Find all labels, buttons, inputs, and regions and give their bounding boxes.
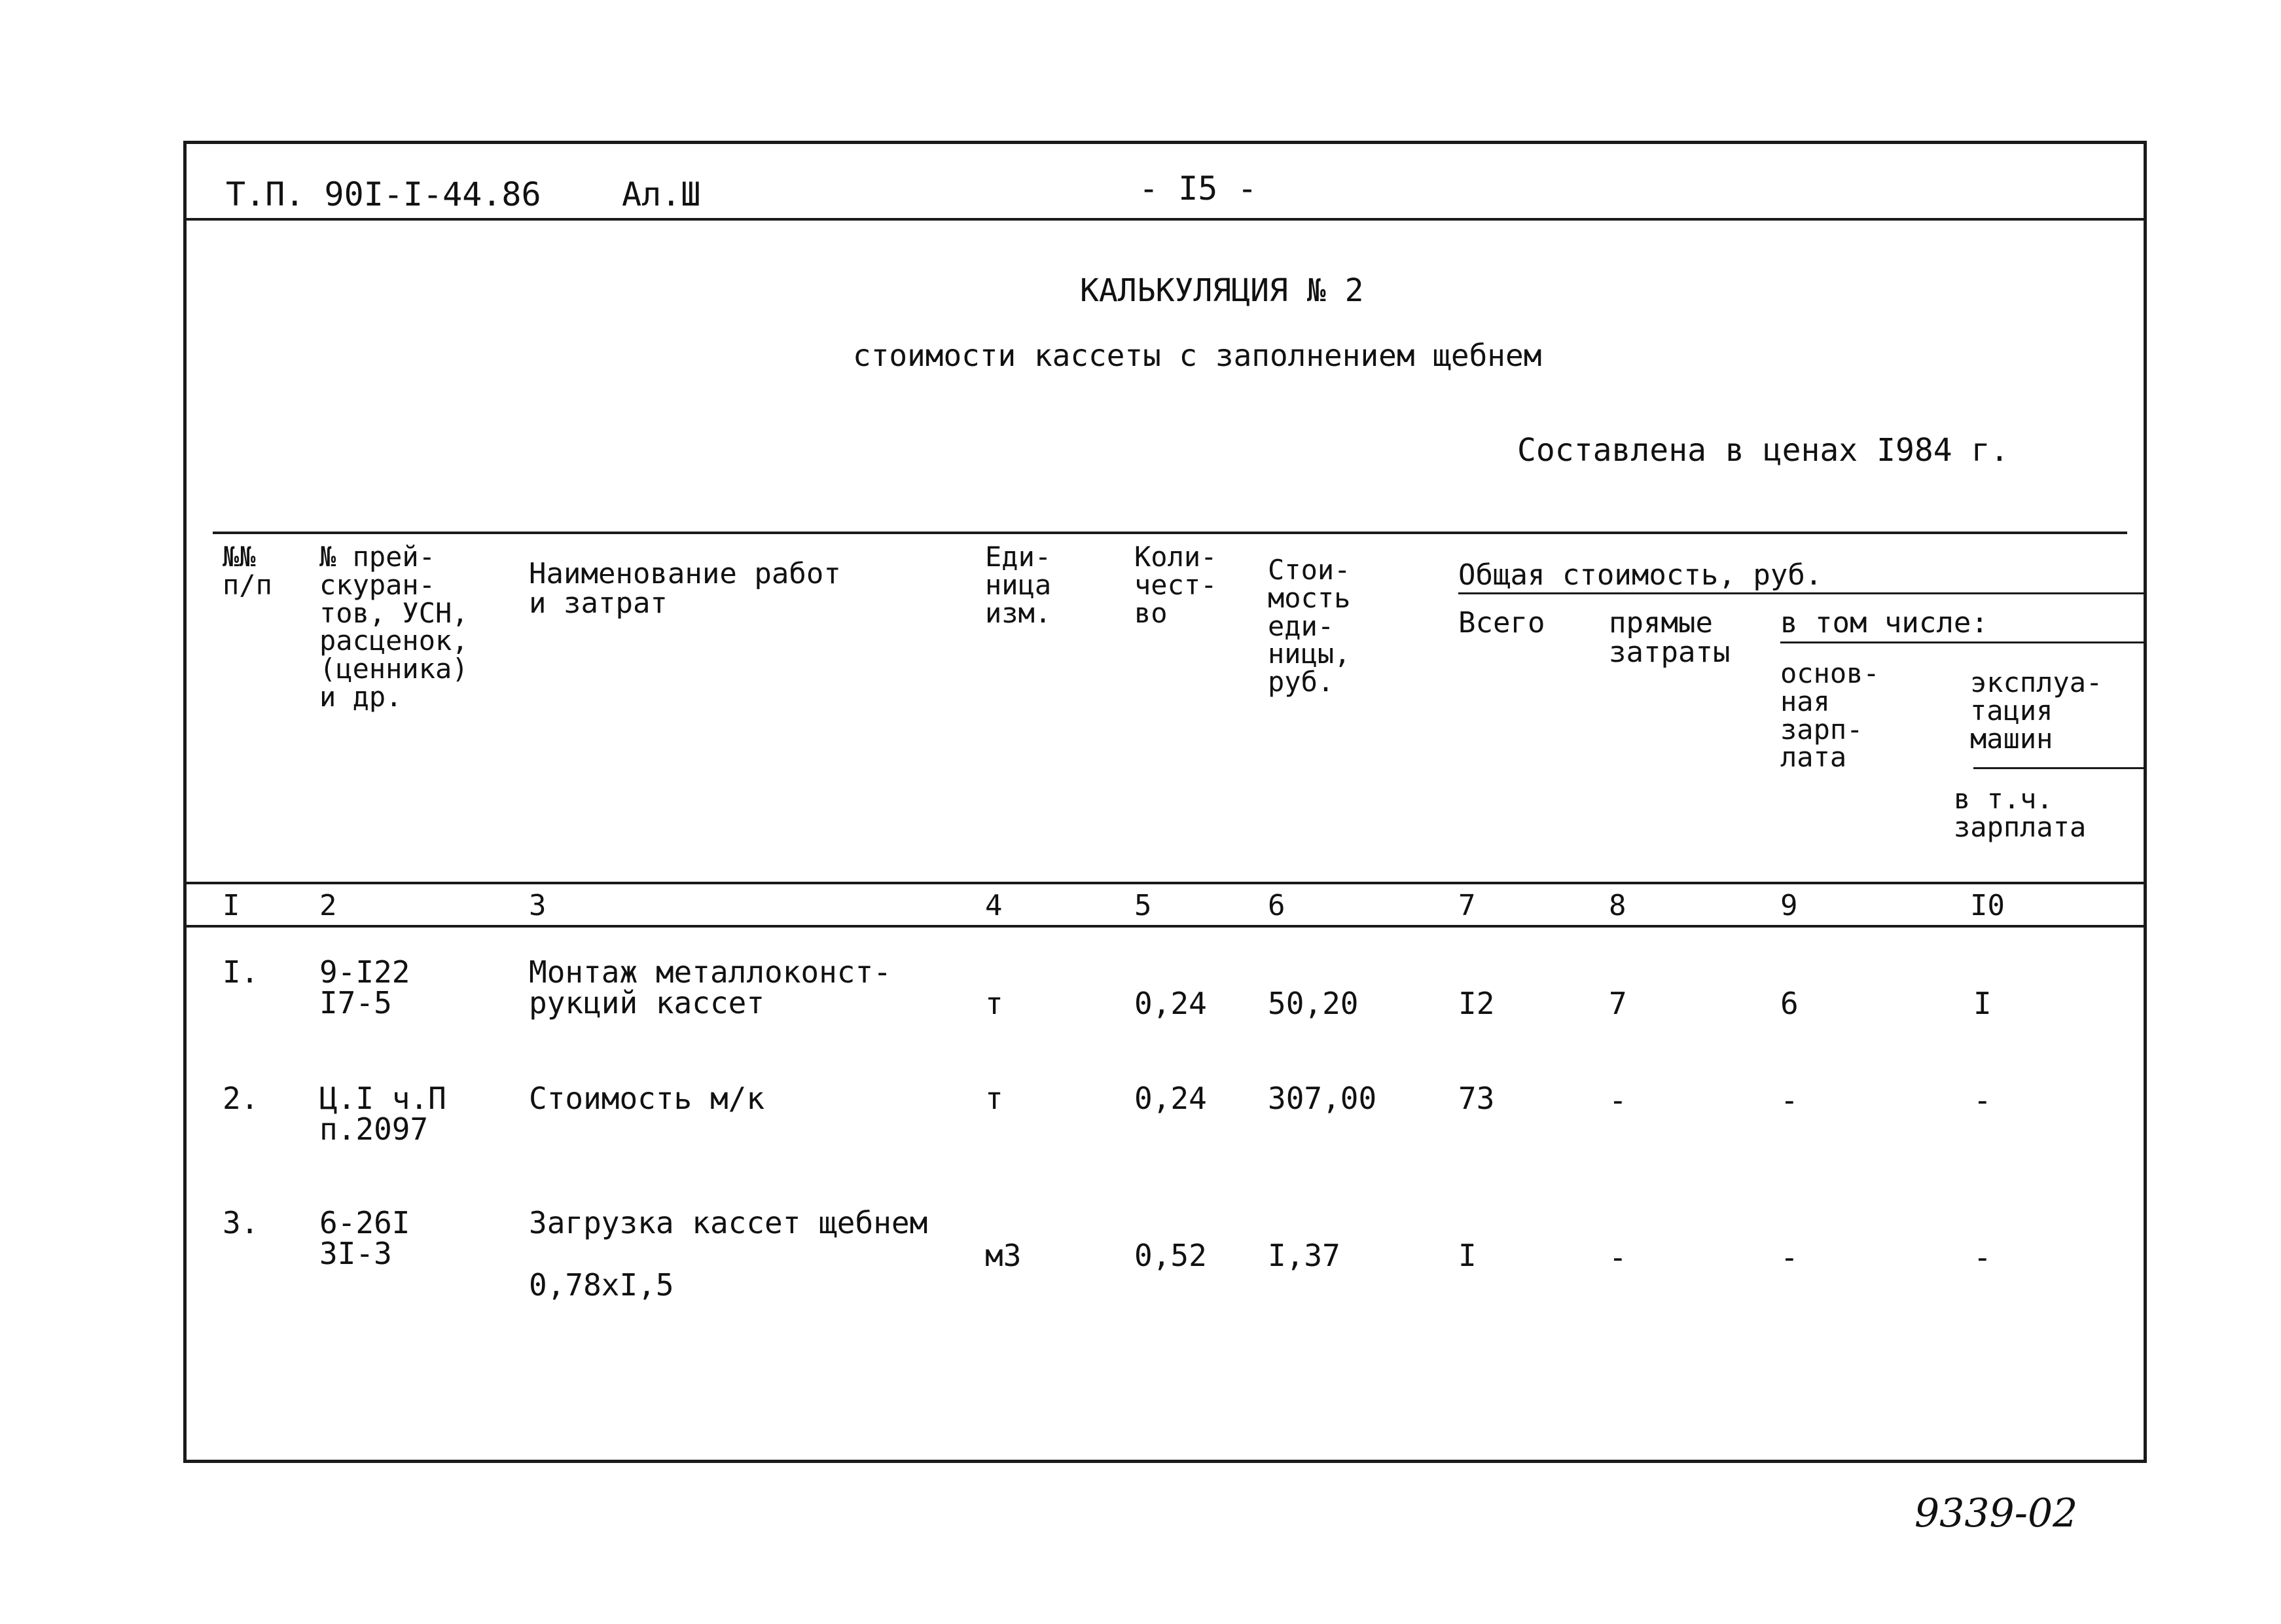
header-base-wages: основ- ная зарп- лата [1780, 657, 1880, 774]
price-basis: Составлена в ценах I984 г. [1517, 432, 2009, 469]
row-2-direct: - [1609, 1083, 1627, 1118]
row-2-machines: - [1973, 1083, 1992, 1118]
doc-code: Т.П. 90I-I-44.86 [226, 175, 541, 213]
row-2-unit-cost: 307,00 [1268, 1081, 1377, 1116]
document-title: КАЛЬКУЛЯЦИЯ № 2 [1080, 272, 1364, 309]
row-2-unit: т [985, 1081, 1003, 1116]
header-price-list-ref: № прей- скуран- тов, УСН, расценок, (ценника) и др. [319, 541, 469, 713]
header-unit: Еди- ница изм. [985, 541, 1052, 629]
row-1-number: I. [223, 954, 259, 990]
row-1-unit-cost: 50,20 [1268, 986, 1359, 1021]
row-3-unit: м3 [985, 1238, 1022, 1273]
header-rule [187, 218, 2144, 221]
header-total-cost-group: Общая стоимость, руб. [1458, 558, 1823, 592]
total-group-underline [1458, 592, 2147, 594]
header-unit-cost: Стои- мость еди- ницы, руб. [1268, 554, 1351, 698]
row-3-machines: - [1973, 1240, 1992, 1275]
header-direct-costs: прямые затраты [1609, 606, 1731, 669]
header-bottom-rule [187, 882, 2144, 884]
column-number-1: I [223, 889, 240, 922]
incl-group-underline [1780, 641, 2147, 643]
row-1-unit: т [985, 986, 1003, 1021]
row-3-work-size: 0,78хI,5 [529, 1267, 674, 1303]
column-number-9: 9 [1780, 889, 1798, 922]
row-1-direct: 7 [1609, 986, 1627, 1021]
row-3-total: I [1458, 1238, 1477, 1273]
column-number-6: 6 [1268, 889, 1285, 922]
row-1-total: I2 [1458, 986, 1495, 1021]
machines-underline [1973, 767, 2147, 769]
header-row-number: №№ п/п [223, 541, 272, 601]
header-quantity: Коли- чест- во [1134, 541, 1217, 629]
row-2-number: 2. [223, 1081, 259, 1116]
row-3-number: 3. [223, 1205, 259, 1240]
header-including: в том числе: [1780, 606, 1988, 640]
column-number-7: 7 [1458, 889, 1476, 922]
row-1-wages: 6 [1780, 986, 1799, 1021]
header-machine-wages: в т.ч. зарплата [1954, 783, 2087, 843]
row-3-price-ref: 6-26I 3I-3 [319, 1205, 410, 1271]
album-label: Ал.Ш [622, 175, 701, 213]
page-number: - I5 - [1139, 170, 1257, 208]
header-total: Всего [1458, 606, 1545, 640]
row-2-total: 73 [1458, 1081, 1495, 1116]
row-3-unit-cost: I,37 [1268, 1238, 1340, 1273]
column-number-4: 4 [985, 889, 1003, 922]
row-3-direct: - [1609, 1240, 1627, 1275]
header-work-name: Наименование работ и затрат [529, 557, 841, 620]
row-1-machines: I [1973, 986, 1992, 1021]
column-numbers-rule [187, 925, 2144, 928]
row-1-price-ref: 9-I22 I7-5 [319, 954, 410, 1020]
document-subtitle: стоимости кассеты с заполнением щебнем [853, 338, 1542, 373]
column-number-5: 5 [1134, 889, 1152, 922]
row-3-quantity: 0,52 [1134, 1238, 1207, 1273]
column-number-2: 2 [319, 889, 337, 922]
row-3-wages: - [1780, 1240, 1799, 1275]
row-2-quantity: 0,24 [1134, 1081, 1207, 1116]
archive-number: 9339-02 [1914, 1490, 2078, 1536]
column-number-3: 3 [529, 889, 547, 922]
row-1-quantity: 0,24 [1134, 986, 1207, 1021]
row-2-work-name: Стоимость м/к [529, 1081, 765, 1116]
row-1-work-name: Монтаж металлоконст- рукций кассет [529, 954, 891, 1020]
header-machine-operation: эксплуа- тация машин [1970, 666, 2103, 755]
table-top-rule [213, 532, 2127, 534]
column-number-8: 8 [1609, 889, 1626, 922]
row-2-wages: - [1780, 1083, 1799, 1118]
row-2-price-ref: Ц.I ч.П п.2097 [319, 1081, 446, 1147]
column-number-10: I0 [1970, 889, 2005, 922]
row-3-work-name: Загрузка кассет щебнем [529, 1205, 928, 1240]
